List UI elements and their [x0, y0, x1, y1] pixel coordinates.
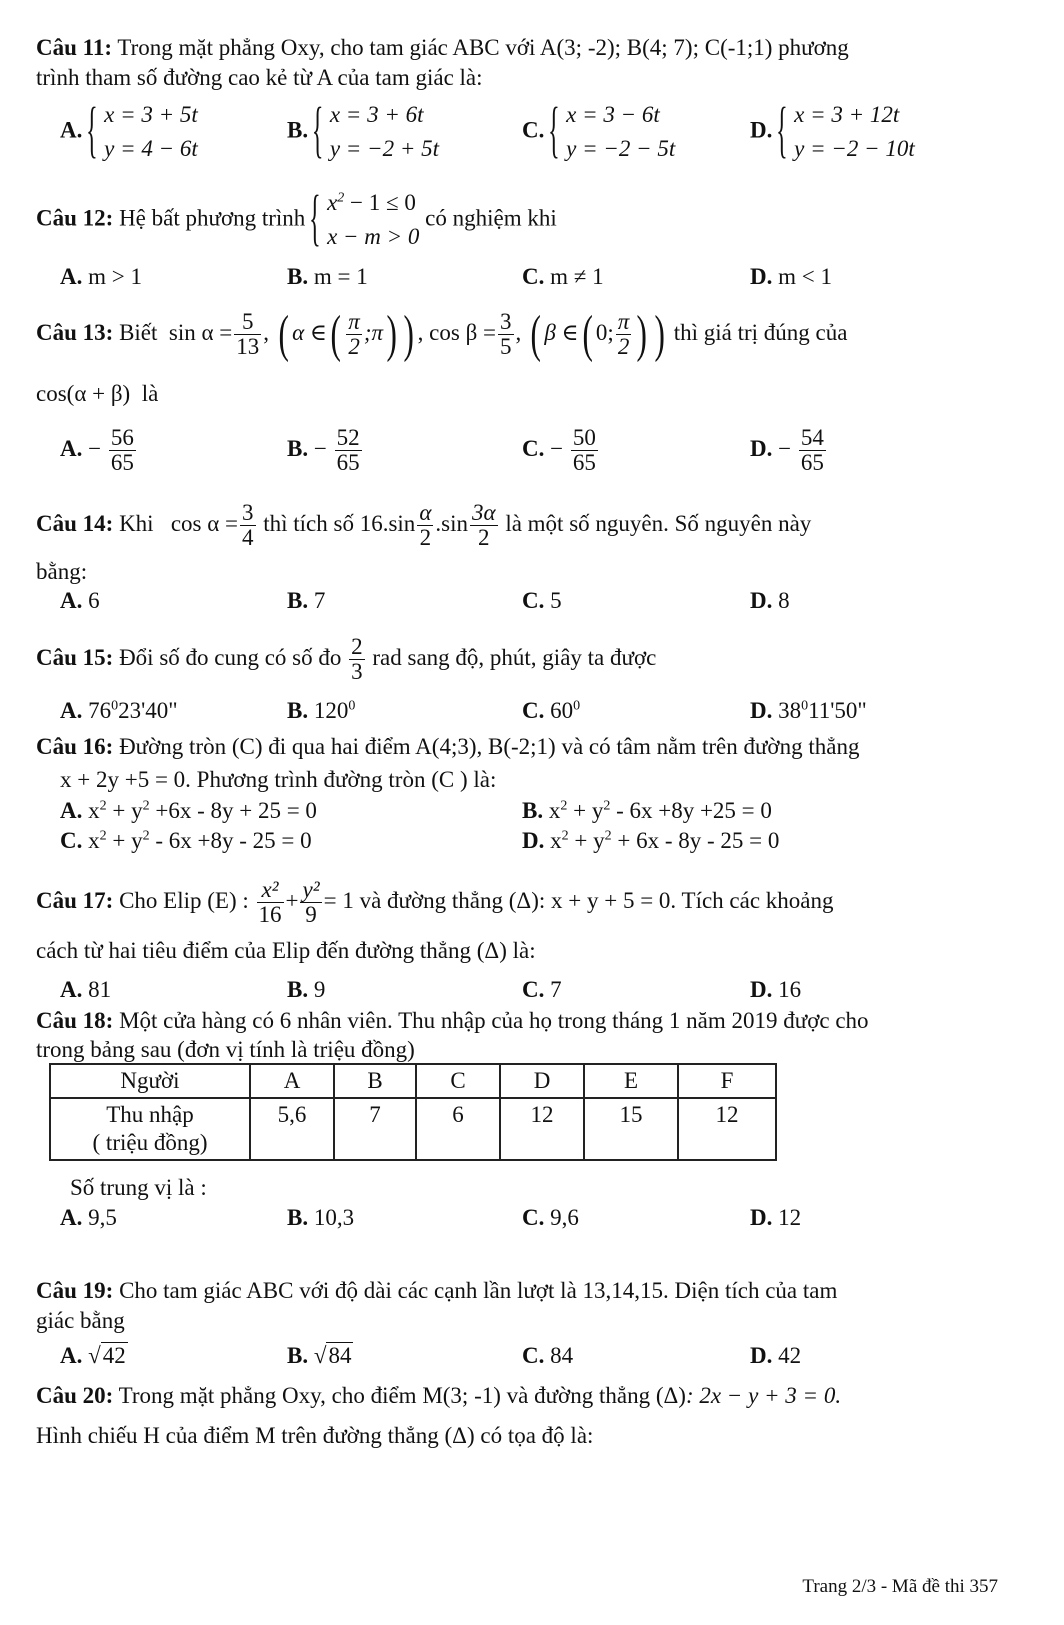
- paren-close: ): [403, 305, 415, 363]
- table-cell: 15: [584, 1098, 678, 1160]
- q15-text: Đổi số đo cung có số đo: [119, 645, 342, 670]
- table-header-cell: A: [250, 1064, 334, 1098]
- equation-system: [778, 98, 915, 166]
- q14-text: Khi: [119, 511, 154, 536]
- term: + 6x - 8y - 25 = 0: [611, 828, 780, 853]
- q15-text-after: rad sang độ, phút, giây ta được: [372, 645, 657, 670]
- fraction: [109, 426, 136, 475]
- fraction: [300, 878, 321, 927]
- delta-symbol: (Δ): [444, 1423, 475, 1448]
- degrees: 120: [313, 698, 349, 723]
- term: x: [550, 828, 562, 853]
- sys-line: y = −2 + 5t: [329, 136, 440, 161]
- sys-line: { x = 3 + 12t: [794, 102, 900, 127]
- option-value: 12: [778, 1205, 802, 1230]
- denominator: 5: [500, 334, 512, 360]
- q11-option-a: [60, 98, 198, 166]
- table-cell: 5,6: [250, 1098, 334, 1160]
- fraction: [234, 310, 261, 359]
- sys-var: x: [327, 190, 338, 215]
- q19-option-b: [287, 1342, 353, 1370]
- numerator: 50: [572, 425, 596, 451]
- sign: −: [550, 436, 564, 461]
- degrees: 76: [88, 698, 112, 723]
- q12-text: Hệ bất phương trình: [119, 205, 306, 231]
- q15-option-b: [287, 697, 355, 725]
- fraction: [257, 878, 284, 927]
- exponent: 2: [337, 190, 345, 206]
- q18-label: Câu 18:: [36, 1008, 114, 1033]
- degree-sign: 0: [348, 698, 356, 714]
- fraction: [616, 310, 632, 359]
- option-key: B.: [287, 264, 309, 289]
- option-key: B.: [287, 698, 309, 723]
- line-equation: : x + y + 5 = 0. Tích các khoảng: [538, 888, 834, 913]
- q11-label: Câu 11:: [36, 35, 113, 60]
- q19-option-d: [750, 1342, 801, 1370]
- table-row-label: [50, 1098, 250, 1160]
- option-key: A.: [60, 436, 83, 461]
- q16-option-b: [522, 797, 772, 825]
- option-key: D.: [522, 828, 545, 853]
- q16-option-a: [60, 797, 317, 825]
- sign: −: [313, 436, 327, 461]
- q16-option-d: [522, 827, 779, 855]
- denominator: 2: [478, 525, 490, 551]
- option-key: D.: [750, 436, 773, 461]
- q17-text: Cho Elip (E) :: [119, 888, 249, 913]
- option-key: A.: [60, 1343, 83, 1368]
- term: x: [88, 828, 100, 853]
- numerator: 54: [800, 425, 824, 451]
- sys-rest: − 1 ≤ 0: [344, 190, 416, 215]
- q14-line1: [36, 496, 811, 552]
- sqrt: [88, 1342, 128, 1370]
- q14-option-a: [60, 587, 100, 615]
- fraction: [799, 426, 826, 475]
- table-cell: 6: [416, 1098, 500, 1160]
- equation-system: [88, 98, 198, 166]
- q15-option-a: [60, 697, 178, 725]
- sign: −: [88, 436, 102, 461]
- q15-option-c: [522, 697, 580, 725]
- option-value: 9,5: [88, 1205, 117, 1230]
- table-cell: 7: [334, 1098, 416, 1160]
- numerator: y²: [302, 877, 320, 903]
- min-sec: 23'40": [118, 698, 178, 723]
- q14-text-after: là một số nguyên. Số nguyên này: [505, 511, 812, 536]
- q17-text-mid: và đường thẳng: [359, 888, 504, 913]
- denominator: 9: [305, 902, 317, 928]
- q13-text: Biết: [119, 320, 158, 345]
- degrees: 60: [550, 698, 574, 723]
- paren-close: ): [636, 305, 648, 363]
- delta-symbol: (Δ): [508, 888, 539, 913]
- fraction: [240, 501, 256, 550]
- term: + y: [106, 828, 143, 853]
- delta-symbol: (Δ): [476, 938, 507, 963]
- table-header-cell: B: [334, 1064, 416, 1098]
- equation-system: [550, 98, 675, 166]
- alpha-in: α ∈: [292, 320, 327, 345]
- numerator: 56: [110, 425, 134, 451]
- q13-line2-text: là: [141, 381, 159, 406]
- option-key: C.: [522, 436, 545, 461]
- option-key: A.: [60, 798, 83, 823]
- q11-option-c: [522, 98, 675, 166]
- zero-semi: 0;: [595, 320, 614, 345]
- fraction: [349, 635, 365, 684]
- paren-close: ): [654, 305, 665, 363]
- numerator: π: [617, 309, 630, 335]
- q14-option-d: [750, 587, 790, 615]
- sys-line: { x = 3 − 6t: [566, 102, 660, 127]
- table-header-cell: Người: [50, 1064, 250, 1098]
- sqrt-sign: √: [313, 1343, 327, 1368]
- q18-option-a: [60, 1204, 117, 1232]
- exponent: 2: [561, 828, 569, 844]
- q12-option-d: [750, 263, 832, 291]
- sys-line: y = 4 − 6t: [104, 136, 198, 161]
- denominator: 65: [572, 450, 596, 476]
- option-key: D.: [750, 977, 773, 1002]
- degree-sign: 0: [573, 698, 581, 714]
- option-key: A.: [60, 264, 83, 289]
- numerator: 3α: [471, 500, 496, 526]
- option-value: m > 1: [88, 264, 142, 289]
- paren-open: (: [330, 305, 341, 363]
- fraction: [470, 501, 498, 550]
- option-value: 42: [778, 1343, 802, 1368]
- option-key: B.: [287, 1343, 309, 1368]
- option-value: 81: [88, 977, 112, 1002]
- option-key: A.: [60, 1205, 83, 1230]
- sys-line: { x = 3 + 6t: [329, 102, 424, 127]
- exponent: 2: [142, 828, 150, 844]
- option-key: A.: [60, 977, 83, 1002]
- semi-pi: ;π: [363, 320, 384, 345]
- delta-symbol: (Δ): [655, 1383, 686, 1408]
- table-cell: 12: [678, 1098, 776, 1160]
- fraction: [498, 310, 514, 359]
- denominator: 2: [348, 334, 360, 360]
- plus: +: [285, 888, 299, 913]
- q11-option-d: [750, 98, 915, 166]
- q17-option-a: [60, 976, 111, 1004]
- numerator: 52: [336, 425, 360, 451]
- term: +6x - 8y + 25 = 0: [149, 798, 317, 823]
- q11-line1: [36, 34, 849, 62]
- exponent: 2: [603, 798, 611, 814]
- q14-option-c: [522, 587, 562, 615]
- q13-option-d: [750, 420, 828, 478]
- q12-option-b: [287, 263, 368, 291]
- q14-text-mid: thì tích số 16.sin: [263, 511, 416, 536]
- sys-line: y = −2 − 5t: [566, 136, 676, 161]
- sqrt: [314, 1342, 354, 1370]
- min-sec: 11'50": [808, 698, 867, 723]
- denominator: 65: [800, 450, 824, 476]
- q20-line2-text: Hình chiếu H của điểm M trên đường thẳng: [36, 1423, 439, 1448]
- q19-text2: giác bằng: [36, 1308, 125, 1333]
- q12-option-a: [60, 263, 142, 291]
- option-key: D.: [750, 264, 773, 289]
- option-key: C.: [522, 698, 545, 723]
- row-label-line: ( triệu đồng): [92, 1130, 208, 1155]
- term: + y: [568, 828, 605, 853]
- option-value: m < 1: [778, 264, 832, 289]
- option-key: B.: [287, 588, 309, 613]
- option-key: C.: [522, 1343, 545, 1368]
- exponent: 2: [604, 828, 612, 844]
- option-key: B.: [287, 117, 309, 143]
- q13-line2: [36, 380, 158, 408]
- option-key: D.: [750, 588, 773, 613]
- q19-option-c: [522, 1342, 573, 1370]
- q18-text1: Một cửa hàng có 6 nhân viên. Thu nhập của họ trong tháng 1 năm 2019 được cho: [119, 1008, 869, 1033]
- q20-line1: [36, 1382, 841, 1410]
- paren-open: (: [582, 305, 593, 363]
- q11-option-b: [287, 98, 439, 166]
- degree-sign: 0: [801, 698, 809, 714]
- q16-label: Câu 16:: [36, 734, 114, 759]
- numerator: 5: [234, 310, 261, 335]
- q15-option-d: [750, 697, 867, 725]
- cos-sum-expr: cos(α + β): [36, 381, 131, 406]
- paren-close: ): [386, 305, 397, 363]
- fraction: [571, 426, 598, 475]
- q13-label: Câu 13:: [36, 320, 114, 345]
- option-key: B.: [522, 798, 544, 823]
- q19-text1: Cho tam giác ABC với độ dài các cạnh lần lượt là 13,14,15. Diện tích của tam: [119, 1278, 838, 1303]
- q17-option-d: [750, 976, 801, 1004]
- q16-option-c: [60, 827, 312, 855]
- option-key: C.: [522, 1205, 545, 1230]
- exponent: 2: [560, 798, 568, 814]
- radicand: 42: [102, 1343, 126, 1368]
- exponent: 2: [99, 798, 107, 814]
- table-header-row: [50, 1064, 776, 1098]
- q13-line1: Câu 13: Biết sin α = $\frac{5}{13}$ , ( α ∈( $\frac{\pi}{2}$ ;π) ) , cos β = $\frac{3}{5}$ , ( β ∈( 0; $\frac{\pi}{2}$ ) ) thì giá trị đúng của: [36, 305, 848, 363]
- q11-text1: Trong mặt phẳng Oxy, cho tam giác ABC với A(3; -2); B(4; 7); C(-1;1) phương: [117, 35, 849, 60]
- option-key: B.: [287, 436, 309, 461]
- numerator: 2: [351, 634, 363, 660]
- q13-text-after: thì giá trị đúng của: [673, 320, 848, 345]
- option-key: D.: [750, 117, 773, 143]
- option-value: 7: [313, 588, 326, 613]
- option-key: C.: [522, 264, 545, 289]
- q12-text-after: có nghiệm khi: [425, 205, 557, 231]
- q20-line2-after: có tọa độ là:: [480, 1423, 594, 1448]
- q16-text2: x + 2y +5 = 0. Phương trình đường tròn (C ) là:: [60, 767, 497, 792]
- term: x: [548, 798, 561, 823]
- option-value: 10,3: [313, 1205, 355, 1230]
- equals-one: = 1: [323, 888, 354, 913]
- q18-line1: [36, 1007, 869, 1035]
- numerator: x²: [257, 878, 284, 903]
- q20-text1: Trong mặt phẳng Oxy, cho điểm M(3; -1) và đường thẳng: [118, 1383, 651, 1408]
- q17-line2-text: cách từ hai tiêu điểm của Elip đến đường thẳng: [36, 938, 471, 963]
- numerator: π: [348, 309, 360, 335]
- equation-system: [314, 98, 439, 166]
- cos-alpha: cos α =: [170, 511, 238, 536]
- paren-open: (: [530, 305, 541, 363]
- q15-label: Câu 15:: [36, 645, 114, 670]
- table-header-cell: D: [500, 1064, 584, 1098]
- q11-text2: trình tham số đường cao kẻ từ A của tam giác là:: [36, 65, 483, 90]
- fraction: [417, 501, 433, 550]
- q18-text2: trong bảng sau (đơn vị tính là triệu đồng): [36, 1037, 415, 1062]
- q18-option-d: [750, 1204, 801, 1232]
- line-equation: : 2x − y + 3 = 0.: [685, 1383, 842, 1408]
- option-value: 6: [88, 588, 100, 613]
- option-value: 16: [778, 977, 802, 1002]
- option-key: D.: [750, 698, 773, 723]
- numerator: 3: [500, 309, 512, 335]
- sin-alpha: sin α =: [168, 320, 233, 345]
- q12-line1: [36, 186, 557, 254]
- income-table: [49, 1063, 777, 1161]
- denominator: 3: [351, 659, 363, 685]
- denominator: 2: [419, 525, 432, 551]
- option-value: 84: [550, 1343, 574, 1368]
- degree-sign: 0: [111, 698, 119, 714]
- term: - 6x +8y +25 = 0: [610, 798, 772, 823]
- term: x: [88, 798, 100, 823]
- sign: −: [778, 436, 792, 461]
- option-key: C.: [60, 828, 83, 853]
- q16-line1: [36, 733, 859, 761]
- option-value: m = 1: [313, 264, 368, 289]
- option-value: 7: [550, 977, 562, 1002]
- q12-option-c: [522, 263, 604, 291]
- exponent: 2: [99, 828, 107, 844]
- q19-label: Câu 19:: [36, 1278, 114, 1303]
- term: - 6x +8y - 25 = 0: [149, 828, 312, 853]
- option-key: C.: [522, 977, 545, 1002]
- sqrt-sign: √: [88, 1343, 101, 1368]
- option-key: D.: [750, 1343, 773, 1368]
- sys-line: x − m > 0: [327, 224, 420, 249]
- option-value: 8: [778, 588, 790, 613]
- sys-line: y = −2 − 10t: [794, 136, 915, 161]
- table-cell: 12: [500, 1098, 584, 1160]
- denominator: 16: [258, 902, 282, 928]
- degrees: 38: [778, 698, 802, 723]
- fraction: [346, 310, 362, 359]
- q17-line2-after: là:: [512, 938, 536, 963]
- q18-option-b: [287, 1204, 354, 1232]
- beta-in: β ∈: [544, 320, 579, 345]
- q20-label: Câu 20:: [36, 1383, 114, 1408]
- radicand: 84: [328, 1343, 352, 1368]
- option-key: A.: [60, 698, 83, 723]
- q17-label: Câu 17:: [36, 888, 114, 913]
- term: + y: [106, 798, 143, 823]
- row-label-line: Thu nhập: [106, 1102, 194, 1127]
- option-key: B.: [287, 1205, 309, 1230]
- q15-line1: [36, 630, 656, 686]
- denominator: 65: [336, 450, 360, 476]
- q14-label: Câu 14:: [36, 511, 114, 536]
- fraction: [335, 426, 362, 475]
- q17-option-c: [522, 976, 562, 1004]
- denominator: 4: [242, 525, 254, 551]
- q13-option-a: [60, 420, 138, 478]
- q17-option-b: [287, 976, 325, 1004]
- exponent: 2: [142, 798, 150, 814]
- inequality-system: [311, 186, 419, 254]
- numerator: α: [419, 500, 432, 526]
- q19-option-a: [60, 1342, 128, 1370]
- denominator: 2: [617, 334, 630, 360]
- q14-option-b: [287, 587, 325, 615]
- table-row: [50, 1098, 776, 1160]
- option-key: A.: [60, 117, 83, 143]
- q17-line2: [36, 937, 536, 965]
- term: + y: [567, 798, 604, 823]
- denominator: 65: [110, 450, 134, 476]
- q18-prompt: Số trung vị là :: [70, 1175, 207, 1200]
- cos-beta: cos β =: [429, 320, 497, 345]
- q13-option-b: [287, 420, 364, 478]
- q12-label: Câu 12:: [36, 205, 114, 231]
- q14-line2: bằng:: [36, 559, 88, 584]
- option-key: C.: [522, 588, 545, 613]
- sin-text: .sin: [435, 511, 468, 536]
- option-key: B.: [287, 977, 309, 1002]
- q17-line1: [36, 873, 834, 929]
- option-value: 9: [313, 977, 326, 1002]
- option-value: 5: [550, 588, 562, 613]
- q19-line1: [36, 1277, 837, 1305]
- paren-open: (: [278, 305, 289, 363]
- option-key: A.: [60, 588, 83, 613]
- q13-option-c: [522, 420, 600, 478]
- option-value: 9,6: [550, 1205, 579, 1230]
- sys-line: [327, 186, 419, 220]
- denominator: 13: [236, 334, 260, 360]
- sys-line: { x = 3 + 5t: [104, 102, 198, 127]
- q18-option-c: [522, 1204, 579, 1232]
- numerator: 3: [242, 500, 254, 526]
- table-header-cell: E: [584, 1064, 678, 1098]
- option-value: m ≠ 1: [550, 264, 604, 289]
- q20-line2: [36, 1422, 593, 1450]
- q16-text1: Đường tròn (C) đi qua hai điểm A(4;3), B(-2;1) và có tâm nằm trên đường thẳng: [119, 734, 860, 759]
- option-key: C.: [522, 117, 545, 143]
- option-key: D.: [750, 1205, 773, 1230]
- table-header-cell: F: [678, 1064, 776, 1098]
- page-footer: Trang 2/3 - Mã đề thi 357: [802, 1576, 998, 1597]
- table-header-cell: C: [416, 1064, 500, 1098]
